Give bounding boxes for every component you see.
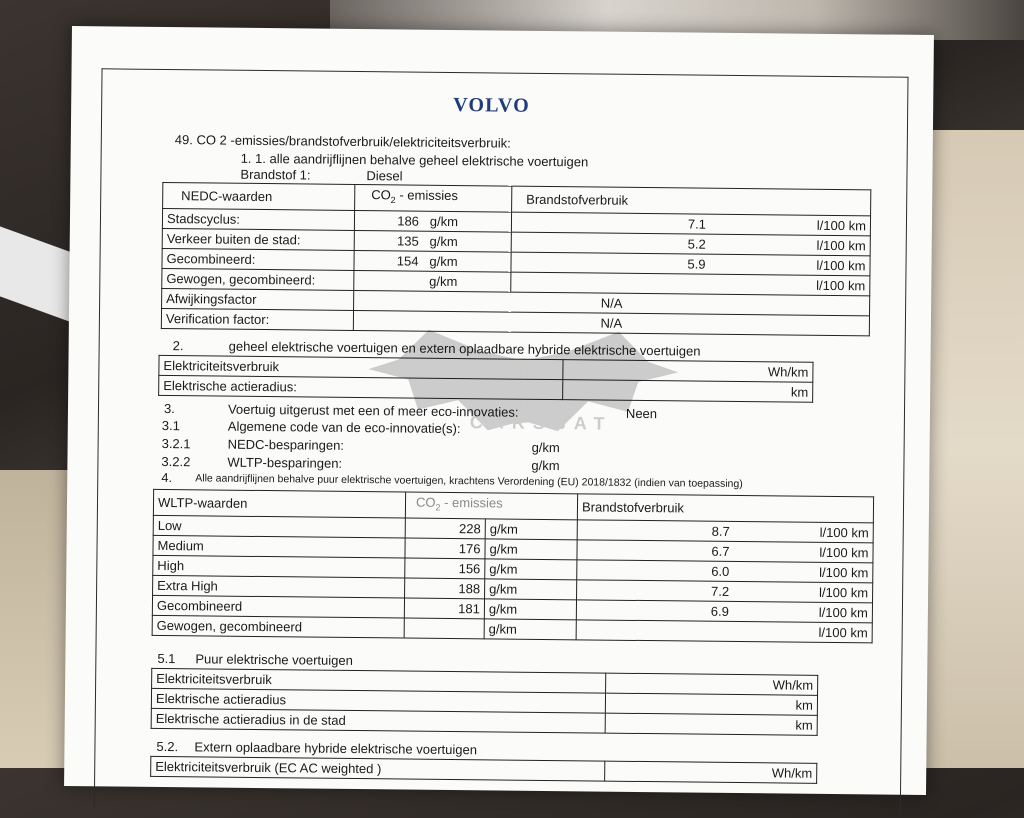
- verification-label: Verification factor:: [161, 308, 353, 330]
- co2-cell: g/km: [354, 270, 511, 292]
- fuel-value: Diesel: [366, 168, 403, 184]
- row-label: Low: [153, 515, 405, 538]
- fuel-cell: 8.7 l/100 km: [577, 519, 873, 542]
- section-1-1-subtitle: 1. 1. alle aandrijflijnen behalve geheel elektrische voertuigen: [240, 150, 589, 170]
- row-unit: km: [605, 713, 817, 735]
- section-3-2-2-unit: g/km: [531, 457, 560, 474]
- section-49-title: 49. CO 2 -emissies/brandstofverbruik/elektriciteitsverbruik:: [174, 132, 511, 151]
- row-label: Medium: [153, 535, 405, 558]
- co2-value: 181: [404, 598, 484, 619]
- co2-value: 228: [405, 518, 485, 539]
- co2-value: 188: [405, 578, 485, 599]
- fuel-cell: 5.2 l/100 km: [511, 232, 870, 256]
- section-4-number: 4.: [161, 469, 173, 486]
- section-3-1-text: Algemene code van de eco-innovatie(s):: [227, 418, 461, 437]
- row-label: Gewogen, gecombineerd: [152, 615, 404, 638]
- nedc-header-fuel: Brandstofverbruik: [512, 186, 871, 215]
- nedc-header-label: NEDC-waarden: [163, 182, 355, 210]
- row-unit: Wh/km: [605, 761, 817, 783]
- row-label: Elektrische actieradius in de stad: [151, 708, 605, 733]
- wltp-header-fuel: Brandstofverbruik: [577, 494, 873, 523]
- row-unit: km: [563, 380, 813, 403]
- row-label: Gewogen, gecombineerd:: [162, 268, 354, 290]
- wltp-header-label: WLTP-waarden: [153, 489, 405, 517]
- document-page: [64, 26, 934, 795]
- section-2-title: geheel elektrische voertuigen en extern oplaadbare hybride elektrische voertuigen: [228, 338, 701, 359]
- row-label: Elektriciteitsverbruik: [159, 355, 563, 379]
- co2-value: 176: [405, 538, 485, 559]
- wltp-table: [152, 489, 875, 643]
- row-label: Elektrische actieradius: [151, 688, 605, 713]
- section-3-2-2-number: 3.2.2: [161, 453, 191, 470]
- section-2-table: [158, 355, 813, 403]
- fuel-cell: 7.1 l/100 km: [511, 212, 870, 236]
- background-armrest: [0, 226, 75, 323]
- fuel-label: Brandstof 1:: [240, 166, 311, 183]
- co2-unit: g/km: [485, 558, 577, 579]
- row-label: High: [153, 555, 405, 578]
- section-3-number: 3.: [163, 400, 175, 417]
- watermark-text: CARSBAT: [469, 412, 613, 434]
- volvo-logo: VOLVO: [453, 93, 531, 117]
- fuel-cell: l/100 km: [576, 619, 872, 642]
- fuel-cell: 7.2 l/100 km: [577, 579, 873, 602]
- section-3-2-2-text: WLTP-besparingen:: [227, 454, 343, 471]
- co2-cell: 154 g/km: [354, 250, 511, 272]
- row-label: Stadscyclus:: [162, 208, 354, 230]
- fuel-cell: l/100 km: [511, 272, 870, 296]
- section-5-1-table: [151, 668, 819, 736]
- section-4-text: Alle aandrijflijnen behalve puur elektrische voertuigen, krachtens Verordening (EU) 2018/1832 (indien van toepassing): [195, 472, 743, 491]
- fuel-cell: 5.9 l/100 km: [511, 252, 870, 276]
- row-label: Gecombineerd:: [162, 248, 354, 270]
- row-label: Elektriciteitsverbruik (EC AC weighted ): [151, 756, 605, 781]
- section-3-2-1-number: 3.2.1: [161, 435, 191, 452]
- row-label: Elektrische actieradius:: [159, 375, 563, 399]
- co2-unit: g/km: [485, 538, 577, 559]
- row-label: Elektriciteitsverbruik: [152, 668, 606, 693]
- co2-value: 156: [405, 558, 485, 579]
- row-unit: km: [605, 693, 817, 715]
- row-label: Verkeer buiten de stad:: [162, 228, 354, 250]
- section-3-value: Neen: [625, 405, 658, 422]
- row-label: Extra High: [153, 575, 405, 598]
- section-5-1-number: 5.1: [157, 650, 176, 667]
- section-5-2-title: Extern oplaadbare hybride elektrische voertuigen: [194, 739, 478, 758]
- co2-unit: g/km: [484, 618, 576, 639]
- verification-value: N/A: [353, 310, 869, 335]
- section-3-2-1-unit: g/km: [531, 439, 560, 456]
- co2-value: [404, 618, 484, 639]
- section-3-text: Voertuig uitgerust met een of meer eco-innovaties:: [227, 401, 519, 420]
- section-3-1-number: 3.1: [161, 417, 180, 434]
- co2-cell: 186 g/km: [354, 210, 511, 232]
- co2-cell: 135 g/km: [354, 230, 511, 252]
- nedc-header-co2: $CO_2$ - emissies: [355, 184, 512, 211]
- fuel-cell: 6.0 l/100 km: [577, 559, 873, 582]
- section-5-1-title: Puur elektrische voertuigen: [195, 651, 353, 668]
- row-label: Gecombineerd: [152, 595, 404, 618]
- fuel-cell: 6.9 l/100 km: [576, 599, 872, 622]
- deviation-label: Afwijkingsfactor: [162, 288, 354, 310]
- section-2-number: 2.: [172, 338, 184, 354]
- section-5-2-number: 5.2.: [156, 738, 179, 755]
- row-unit: Wh/km: [563, 360, 813, 383]
- deviation-value: N/A: [354, 290, 870, 315]
- row-unit: Wh/km: [606, 673, 818, 695]
- nedc-table: [161, 182, 871, 336]
- section-3-2-1-text: NEDC-besparingen:: [227, 436, 345, 453]
- fuel-cell: 6.7 l/100 km: [577, 539, 873, 562]
- wltp-header-co2: $CO_2$ - emissies: [405, 492, 577, 519]
- co2-unit: g/km: [485, 518, 577, 539]
- co2-unit: g/km: [485, 578, 577, 599]
- co2-unit: g/km: [484, 598, 576, 619]
